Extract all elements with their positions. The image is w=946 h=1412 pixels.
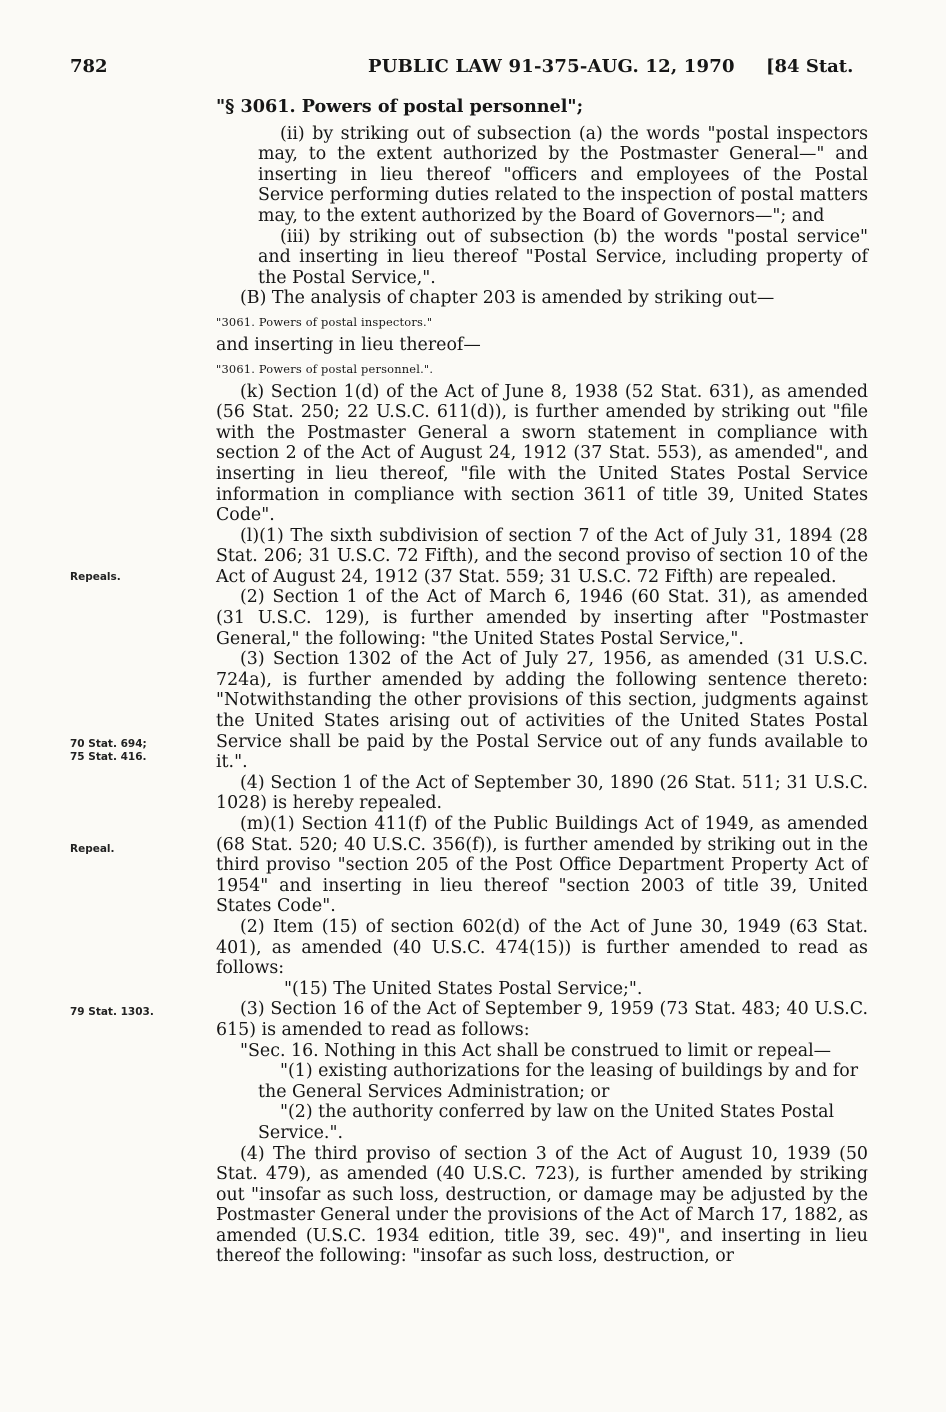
margin-note-repeal: Repeal. [70, 843, 115, 855]
stat-reference: [84 Stat. [766, 56, 854, 77]
paragraph-sec-16-1: "(1) existing authorizations for the leasing of buildings by and for the General Services Administration; or [258, 1061, 859, 1102]
margin-note-stat-694: 70 Stat. 694; [70, 738, 147, 750]
paragraph-m-2-quote: "(15) The United States Postal Service;". [284, 978, 643, 999]
paragraph-k: (k) Section 1(d) of the Act of June 8, 1938 (52 Stat. 631), as amended (56 Stat. 250; 22 U.S.C. 611(d)), is further amended by striking out "file with the Postmaster General a sworn statement in compliance with section 2 of the Act of August 24, 1912 (37 Stat. 553), as amended", and inserting in lieu thereof, "file with the United States Postal Service information in compliance with section 3611 of title 39, United States Code". [216, 381, 868, 526]
section-heading: "§ 3061. Powers of postal personnel"; [216, 96, 584, 117]
analysis-strike-line: "3061. Powers of postal inspectors." [216, 314, 433, 329]
paragraph-l-4: (4) Section 1 of the Act of September 30, 1890 (26 Stat. 511; 31 U.S.C. 1028) is hereby repealed. [216, 772, 868, 814]
paragraph-l-2: (2) Section 1 of the Act of March 6, 1946 (60 Stat. 31), as amended (31 U.S.C. 129), is further amended by inserting after "Postmaster General," the following: "the United States Postal Service,". [216, 587, 868, 649]
margin-note-repeals: Repeals. [70, 571, 121, 583]
running-title: PUBLIC LAW 91-375-AUG. 12, 1970 [368, 56, 735, 77]
paragraph-l-1: (l)(1) The sixth subdivision of section 7 of the Act of July 31, 1894 (28 Stat. 206; 31 U.S.C. 72 Fifth), and the second proviso of section 10 of the Act of August 24, 1912 (37 Stat. 559; 31 U.S.C. 72 Fifth) are repealed. [216, 525, 868, 587]
paragraph-l-3: (3) Section 1302 of the Act of July 27, 1956, as amended (31 U.S.C. 724a), is further amended by adding the following sentence thereto: "Notwithstanding the other provisions of this section, judgments against the United States arising out of activities of the United States Postal Service shall be paid by the Postal Service out of any funds available to it.". [216, 649, 868, 773]
paragraph-sec-16: "Sec. 16. Nothing in this Act shall be construed to limit or repeal— [240, 1040, 832, 1061]
paragraph-ii: (ii) by striking out of subsection (a) the words "postal inspectors may, to the extent authorized by the Postmaster General—" and inserting in lieu thereof "officers and employees of the Postal Service performing duties related to the inspection of postal matters may, to the extent authorized by the Board of Governors—"; and [258, 123, 868, 226]
analysis-insert-line: "3061. Powers of postal personnel.". [216, 361, 434, 376]
paragraph-iii: (iii) by striking out of subsection (b) the words "postal service" and inserting in lieu thereof "Postal Service, including property of the Postal Service,". [258, 226, 868, 288]
paragraph-m-1: (m)(1) Section 411(f) of the Public Buildings Act of 1949, as amended (68 Stat. 520; 40 U.S.C. 356(f)), is further amended by striking out in the third proviso "section 205 of the Post Office Department Property Act of 1954" and inserting in lieu thereof "section 2003 of title 39, United States Code". [216, 814, 868, 917]
paragraph-inserting: and inserting in lieu thereof— [216, 334, 481, 355]
paragraph-b: (B) The analysis of chapter 203 is amended by striking out— [240, 288, 775, 309]
page-number: 782 [70, 56, 108, 77]
paragraph-m-4: (4) The third proviso of section 3 of the Act of August 10, 1939 (50 Stat. 479), as amended (40 U.S.C. 723), is further amended by striking out "insofar as such loss, destruction, or damage may be adjusted by the Postmaster General under the provisions of the Act of March 17, 1882, as amended (U.S.C. 1934 edition, title 39, sec. 49)", and inserting in lieu thereof the following: "insofar as such loss, destruction, or [216, 1143, 868, 1267]
paragraph-sec-16-2: "(2) the authority conferred by law on the United States Postal Service.". [258, 1102, 835, 1143]
margin-note-stat-1303: 79 Stat. 1303. [70, 1006, 154, 1018]
document-body [216, 97, 868, 1267]
paragraph-m-3: (3) Section 16 of the Act of September 9, 1959 (73 Stat. 483; 40 U.S.C. 615) is amended to read as follows: [216, 999, 868, 1040]
margin-note-stat-416: 75 Stat. 416. [70, 751, 147, 763]
paragraph-m-2: (2) Item (15) of section 602(d) of the Act of June 30, 1949 (63 Stat. 401), as amended (40 U.S.C. 474(15)) is further amended to read as follows: [216, 916, 868, 979]
